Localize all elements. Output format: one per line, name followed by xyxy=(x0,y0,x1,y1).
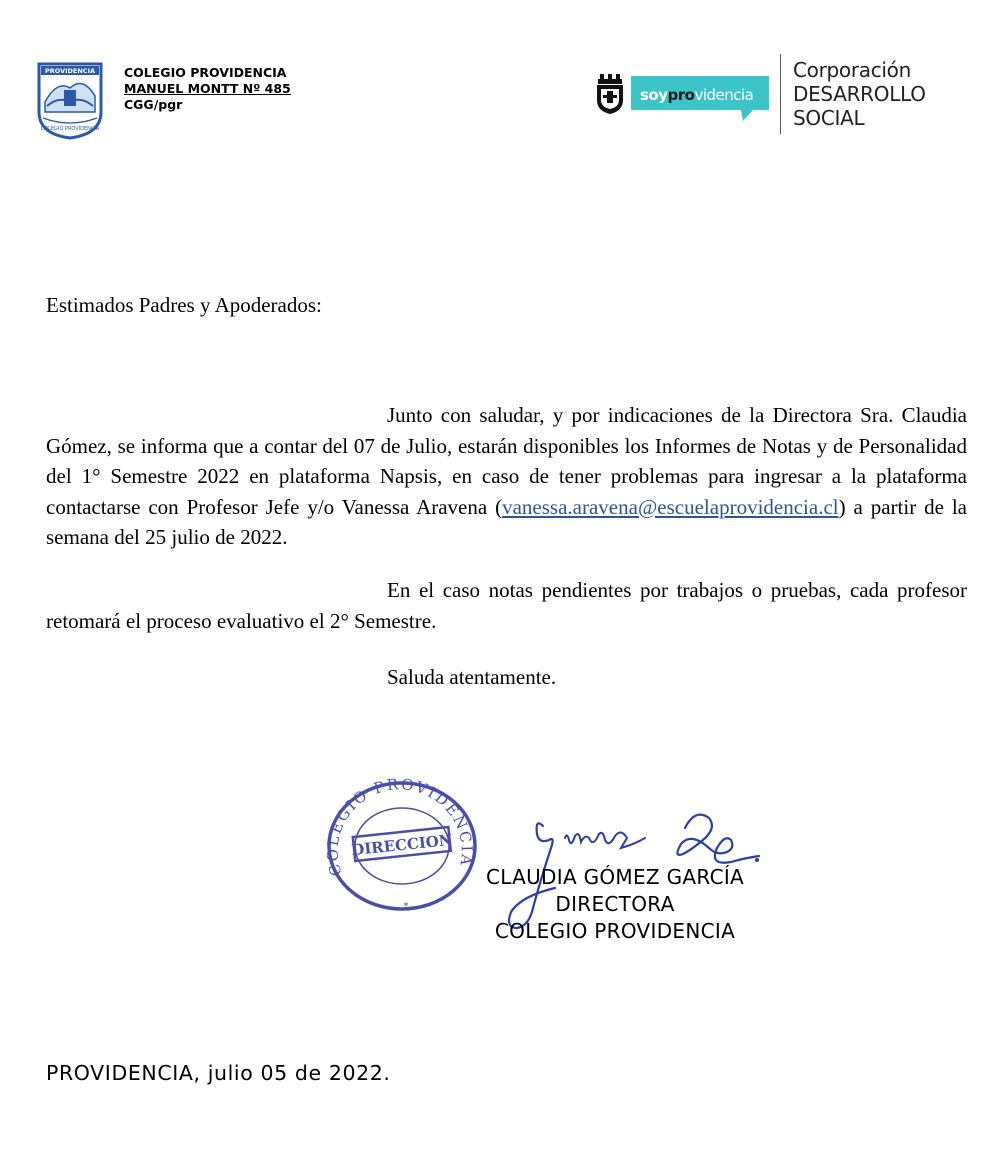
badge-pro: pro xyxy=(667,86,695,104)
email-link[interactable]: vanessa.aravena@escuelaprovidencia.cl xyxy=(502,494,839,519)
signer-institution: COLEGIO PROVIDENCIA xyxy=(494,919,736,943)
corp-line-2: DESARROLLO xyxy=(793,82,926,106)
paragraph-main-tail: ) a partir de la semana del 25 julio de 2022. xyxy=(46,494,967,549)
signer-title: DIRECTORA xyxy=(555,892,675,916)
signature-block xyxy=(440,864,790,945)
soyprovidencia-logo xyxy=(631,76,769,122)
paragraph-main xyxy=(46,400,967,553)
badge-videncia: videncia xyxy=(694,86,754,104)
svg-text:soyprovidencia xyxy=(640,86,753,104)
logo-top-text: PROVIDENCIA xyxy=(44,67,96,75)
greeting: Estimados Padres y Apoderados: xyxy=(46,293,322,317)
header-divider xyxy=(780,54,781,134)
stamp-center-text: DIRECCION xyxy=(350,830,454,860)
corp-line-1: Corporación xyxy=(793,58,911,82)
paragraph-pending-grades: En el caso notas pendientes por trabajos o pruebas, cada profesor retomará el proceso evaluativo el 2° Semestre. xyxy=(46,578,967,633)
stamp-ring-text: COLEGIO PROVIDENCIA xyxy=(323,776,476,878)
badge-soy: soy xyxy=(640,86,668,104)
school-address: MANUEL MONTT Nº 485 xyxy=(124,81,291,96)
school-logo xyxy=(37,62,103,140)
municipal-crest-icon xyxy=(595,74,625,114)
school-header xyxy=(124,65,291,113)
corp-line-3: SOCIAL xyxy=(793,106,865,130)
closing: Saluda atentamente. xyxy=(387,665,557,689)
svg-text:*: * xyxy=(403,901,409,912)
paragraph-main-text: Junto con saludar, y por indicaciones de la Directora Sra. Claudia Gómez, se informa que a contar del 07 de Julio, estarán disponibles los Informes de Notas y de Personalidad del 1° Semestre 2022 en plataforma Napsis, en caso de tener problemas para ingresar a la plataforma contactarse con Profesor Jefe y/o Vanessa Aravena ( xyxy=(46,403,967,519)
reference-code: CGG/pgr xyxy=(124,97,183,112)
date-line: PROVIDENCIA, julio 05 de 2022. xyxy=(46,1061,391,1085)
signer-name: CLAUDIA GÓMEZ GARCÍA xyxy=(485,865,745,889)
corporacion-logo xyxy=(793,58,926,130)
school-name: COLEGIO PROVIDENCIA xyxy=(124,65,287,80)
logo-bottom-text: COLEGIO PROVIDENCIA xyxy=(40,126,100,132)
